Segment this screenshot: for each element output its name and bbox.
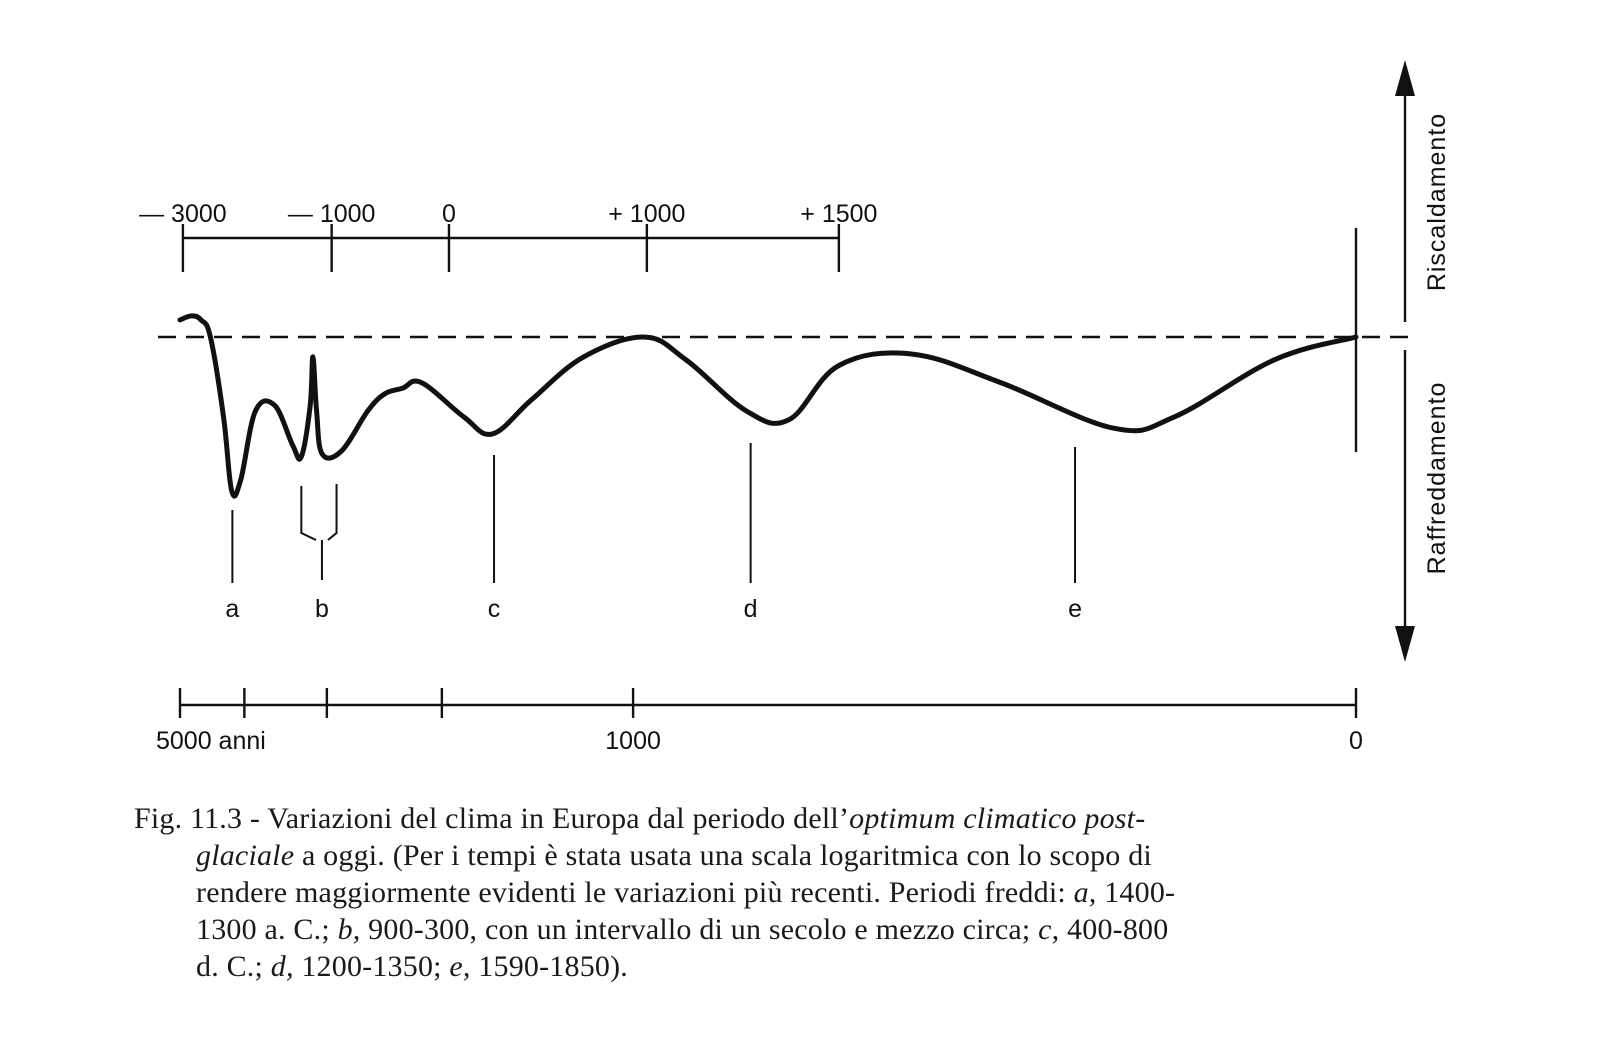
- warming-label: Riscaldamento: [1423, 112, 1451, 292]
- caption-line-3: [134, 874, 1474, 911]
- top-axis-tick-label: + 1500: [800, 200, 878, 228]
- bottom-axis-tick-label: 5000 anni: [156, 727, 266, 755]
- figure-caption: [134, 800, 1474, 985]
- caption-italic-text: c,: [1038, 913, 1060, 946]
- caption-line-2: [134, 837, 1474, 874]
- caption-italic-text: e,: [449, 950, 471, 983]
- top-axis-tick-label: — 1000: [287, 200, 376, 228]
- caption-text: Fig. 11.3 - Variazioni del clima in Europa dal periodo dell’: [134, 802, 850, 835]
- arrow-up-icon: [1395, 60, 1415, 96]
- caption-italic-text: optimum climatico post-: [849, 802, 1146, 835]
- cold-period-markers: [225, 443, 1082, 623]
- top-axis-tick-label: — 3000: [139, 200, 227, 228]
- cold-period-bracket: [301, 484, 336, 580]
- caption-text: rendere maggiormente evidenti le variazioni più recenti. Periodi freddi:: [196, 876, 1074, 909]
- climate-curve: [180, 316, 1356, 496]
- caption-text: a oggi. (Per i tempi è stata usata una scala logaritmica con lo scopo di: [294, 839, 1152, 872]
- caption-line-1: [134, 800, 1474, 837]
- cooling-label: Raffreddamento: [1423, 381, 1451, 575]
- caption-italic-text: b,: [337, 913, 361, 946]
- caption-italic-text: d,: [270, 950, 294, 983]
- warming-cooling-axis: [1395, 60, 1451, 662]
- caption-italic-text: a,: [1073, 876, 1097, 909]
- caption-text: d. C.;: [196, 950, 271, 983]
- caption-text: 1590-1850).: [470, 950, 628, 983]
- climate-curve-layer: [158, 228, 1412, 496]
- cold-period-label: e: [1068, 595, 1082, 623]
- caption-text: 900-300, con un intervallo di un secolo e mezzo circa;: [360, 913, 1039, 946]
- bottom-time-axis: [156, 688, 1363, 755]
- caption-line-4: [134, 911, 1474, 948]
- cold-period-label: a: [225, 595, 240, 623]
- cold-period-label: b: [314, 595, 329, 623]
- top-time-axis: [139, 200, 877, 272]
- caption-text: 1300 a. C.;: [196, 913, 338, 946]
- bottom-axis-tick-label: 1000: [605, 727, 661, 755]
- top-axis-tick-label: + 1000: [608, 200, 686, 228]
- caption-text: 1400-: [1096, 876, 1176, 909]
- cold-period-label: c: [487, 595, 501, 623]
- caption-line-5: [134, 948, 1474, 985]
- top-axis-tick-label: 0: [442, 200, 456, 228]
- caption-italic-text: glaciale: [196, 839, 295, 872]
- cold-period-label: d: [743, 595, 758, 623]
- arrow-down-icon: [1395, 626, 1415, 662]
- caption-text: 1200-1350;: [293, 950, 450, 983]
- caption-text: 400-800: [1059, 913, 1169, 946]
- bottom-axis-tick-label: 0: [1349, 727, 1363, 755]
